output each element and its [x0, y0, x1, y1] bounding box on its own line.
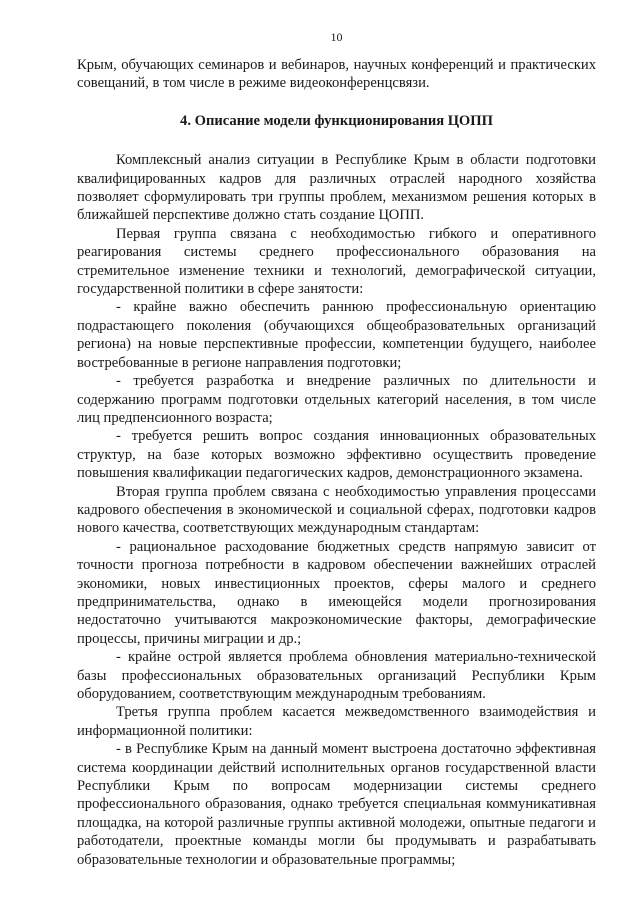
- document-body: [77, 56, 596, 869]
- list-item: - крайне важно обеспечить раннюю профессиональную ориентацию подрастающего поколения (обучающихся общеобразовательных организаций региона) на новые перспективные профессии, компетенции будущего, наиболее востребованные в регионе направления подготовки;: [77, 299, 596, 371]
- page-number: 10: [330, 30, 343, 44]
- section-heading: 4. Описание модели функционирования ЦОПП: [180, 112, 493, 129]
- paragraph: Комплексный анализ ситуации в Республике Крым в области подготовки квалифицированных кадров для различных отраслей народного хозяйства позволяет сформулировать три группы проблем, механизмом решения которых в ближайшей перспективе должно стать создание ЦОПП.: [77, 152, 596, 224]
- list-item: - требуется решить вопрос создания инновационных образовательных структур, на базе которых возможно эффективно осуществить проведение повышения квалификации педагогических кадров, демонстрационного экзамена.: [77, 428, 596, 482]
- list-item: - крайне острой является проблема обновления материально-технической базы профессиональных образовательных организаций Республики Крым оборудованием, соответствующим международным требованиям.: [77, 649, 596, 702]
- paragraph: Третья группа проблем касается межведомственного взаимодействия и информационной политики:: [77, 704, 596, 739]
- paragraph: Вторая группа проблем связана с необходимостью управления процессами кадрового обеспечения в экономической и социальной сферах, подготовки кадров нового качества, соответствующих международным стандартам:: [77, 483, 596, 537]
- list-item: - рациональное расходование бюджетных средств напрямую зависит от точности прогноза потребности в кадровом обеспечении важнейших отраслей экономики, новых инвестиционных проектов, сферы малого и среднего предпринимательства, однако в имеющейся модели прогнозирования недостаточно учитываются макроэкономические факторы, демографические процессы, причины миграции и др.;: [77, 538, 596, 647]
- intro-continuation: Крым, обучающих семинаров и вебинаров, научных конференций и практических совещаний, в том числе в режиме видеоконференцсвязи.: [77, 57, 596, 92]
- paragraph: Первая группа связана с необходимостью гибкого и оперативного реагирования системы среднего профессионального образования на стремительное изменение техники и технологий, демографической ситуации, государственной политики в сфере занятости:: [77, 225, 596, 298]
- list-item: - в Республике Крым на данный момент выстроена достаточно эффективная система координации действий исполнительных органов государственной власти Республики Крым по вопросам модернизации системы среднего профессионального образования, однако требуется специальная коммуникативная площадка, на которой различные группы активной молодежи, опытные педагоги и работодатели, проектные команды могли бы продумывать и разрабатывать образовательные технологии и образовательные программы;: [77, 741, 596, 868]
- list-item: - требуется разработка и внедрение различных по длительности и содержанию программ подготовки отдельных категорий населения, в том числе лиц предпенсионного возраста;: [77, 373, 596, 426]
